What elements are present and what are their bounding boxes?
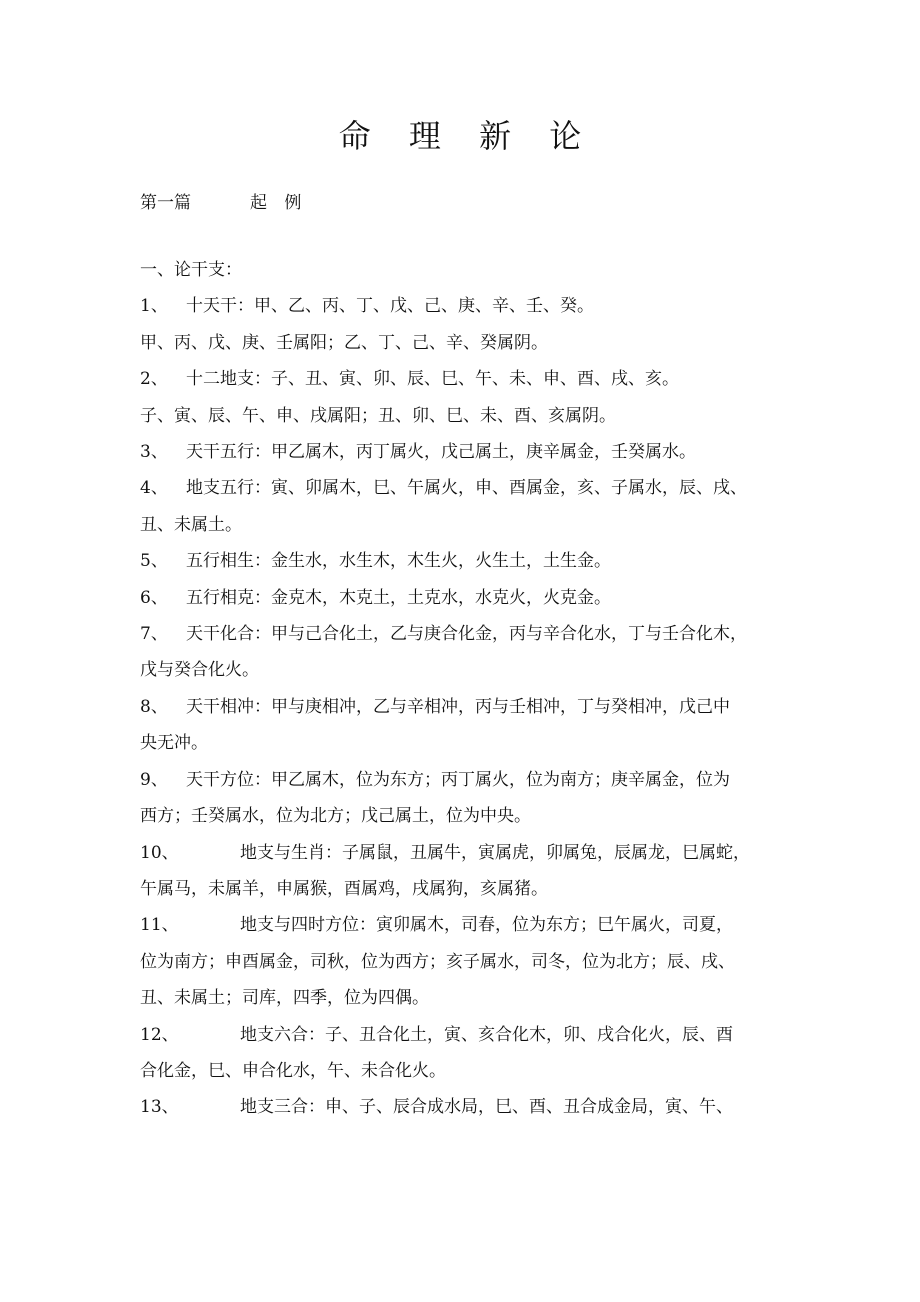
line-text: 午属马，未属羊，申属猴，酉属鸡，戌属狗，亥属猪。 [140, 878, 548, 899]
section-heading: 一、论干支： [140, 260, 242, 280]
text-line [140, 470, 792, 506]
line-text: 五行相克：金克木，木克土，土克水，水克火，火克金。 [186, 587, 611, 608]
item-number: 3、 [140, 442, 168, 463]
line-text: 五行相生：金生水，水生木，木生火，火生土，土生金。 [186, 551, 611, 572]
line-text: 地支三合：申、子、辰合成水局，巳、酉、丑合成金局，寅、午、 [240, 1097, 733, 1118]
text-line [140, 871, 792, 907]
text-line [140, 434, 792, 470]
text-line [140, 725, 792, 761]
line-text: 西方；壬癸属水，位为北方；戊己属土，位为中央。 [140, 806, 531, 827]
text-line [140, 288, 792, 324]
line-text: 子、寅、辰、午、申、戌属阳；丑、卯、巳、未、酉、亥属阴。 [140, 405, 616, 426]
chapter-label: 第一篇 [140, 193, 191, 213]
item-number: 12、 [140, 1024, 179, 1045]
text-line [140, 798, 792, 834]
text-line [140, 944, 792, 980]
text-line [140, 907, 792, 943]
item-number: 11、 [140, 915, 179, 936]
text-line [140, 1089, 792, 1125]
line-text: 地支五行：寅、卯属木，巳、午属火，申、酉属金，亥、子属水，辰、戌、 [186, 478, 747, 499]
item-number: 13、 [140, 1097, 179, 1118]
text-line [140, 616, 792, 652]
line-text: 央无冲。 [140, 733, 208, 754]
text-line [140, 361, 792, 397]
item-number: 8、 [140, 696, 168, 717]
line-text: 地支与四时方位：寅卯属木，司春，位为东方；巳午属火，司夏， [240, 915, 733, 936]
chapter-heading [140, 190, 307, 216]
chapter-name: 起 例 [250, 193, 308, 213]
text-line [140, 1017, 792, 1053]
text-line [140, 507, 792, 543]
line-text: 十天干：甲、乙、丙、丁、戊、己、庚、辛、壬、癸。 [186, 296, 594, 317]
line-text: 合化金，巳、申合化水，午、未合化火。 [140, 1060, 446, 1081]
line-text: 戊与癸合化火。 [140, 660, 259, 681]
item-number: 2、 [140, 369, 168, 390]
paragraph-lines [140, 288, 792, 1125]
text-line [140, 398, 792, 434]
text-line [140, 689, 792, 725]
line-text: 天干五行：甲乙属木，丙丁属火，戊己属土，庚辛属金，壬癸属水。 [186, 442, 696, 463]
line-text: 地支六合：子、丑合化土，寅、亥合化木，卯、戌合化火，辰、酉 [240, 1024, 733, 1045]
line-text: 十二地支：子、丑、寅、卯、辰、巳、午、未、申、酉、戌、亥。 [186, 369, 679, 390]
item-number: 10、 [140, 842, 179, 863]
text-line [140, 543, 792, 579]
item-number: 7、 [140, 624, 168, 645]
line-text: 天干化合：甲与己合化土，乙与庚合化金，丙与辛合化水，丁与壬合化木， [186, 624, 747, 645]
item-number: 4、 [140, 478, 168, 499]
text-line [140, 835, 792, 871]
text-line [140, 325, 792, 361]
line-text: 甲、丙、戊、庚、壬属阳；乙、丁、己、辛、癸属阴。 [140, 332, 548, 353]
text-line [140, 762, 792, 798]
line-text: 丑、未属土；司库，四季，位为四偶。 [140, 988, 429, 1009]
text-line [140, 652, 792, 688]
item-number: 1、 [140, 296, 168, 317]
text-line [140, 980, 792, 1016]
line-text: 地支与生肖：子属鼠，丑属牛，寅属虎，卯属兔，辰属龙，巳属蛇， [240, 842, 750, 863]
item-number: 6、 [140, 587, 168, 608]
text-line [140, 1053, 792, 1089]
item-number: 9、 [140, 769, 168, 790]
line-text: 天干相冲：甲与庚相冲，乙与辛相冲，丙与壬相冲，丁与癸相冲，戊己中 [186, 696, 730, 717]
document-title: 命 理 新 论 [338, 117, 596, 155]
item-number: 5、 [140, 551, 168, 572]
line-text: 天干方位：甲乙属木，位为东方；丙丁属火，位为南方；庚辛属金，位为 [186, 769, 730, 790]
document-body [140, 252, 792, 1126]
line-text: 丑、未属土。 [140, 514, 242, 535]
line-text: 位为南方；申酉属金，司秋，位为西方；亥子属水，司冬，位为北方；辰、戌、 [140, 951, 735, 972]
text-line [140, 580, 792, 616]
